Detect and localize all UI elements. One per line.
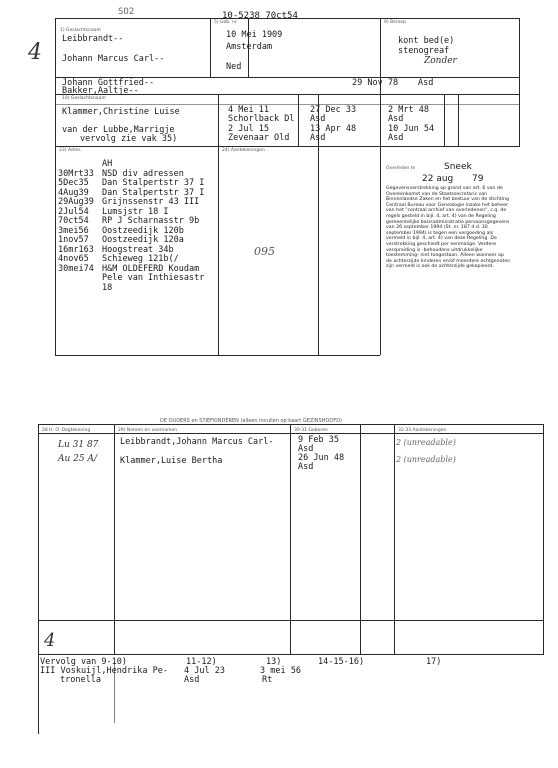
- occupation-2: stenogreaf: [398, 46, 450, 56]
- vervolg-col-3: 14-15-16): [318, 657, 365, 667]
- field-label-birth: 5) Geb. nr.: [214, 20, 238, 25]
- address-row: [58, 274, 218, 284]
- address-text: Oostzeedijk 120a: [102, 235, 184, 245]
- bottom-margin-mark: 4: [44, 630, 56, 651]
- registration-number: 10-5238 70ct54: [222, 11, 298, 21]
- child-place: Asd: [184, 675, 200, 685]
- death-notice-stamp: [386, 162, 516, 332]
- page-mark: 095: [254, 245, 275, 258]
- vervolg-col-1: 11-12): [186, 657, 217, 667]
- child-line-1: III Voskuijl,Hendrika Pe-: [40, 666, 168, 676]
- religion: Ned: [226, 62, 242, 72]
- address-text: Dan Stalpertstr 37 I: [102, 178, 205, 188]
- spouse-2-birth-place: Zevenaar Old: [228, 133, 290, 143]
- spouse-2-name: van der Lubbe,Marrigje: [62, 125, 175, 135]
- address-text: H&M OLDEFERD Koudam: [102, 263, 200, 274]
- bottom-label-date: 28 H. O. Dagtekening: [42, 428, 91, 433]
- field-label-spouse: 10) Geslachtsnaam: [62, 96, 106, 101]
- vervolg-col-4: 17): [426, 657, 442, 667]
- address-text: 18: [102, 282, 113, 293]
- parent-name-1: Leibbrandt,Johann Marcus Carl-: [120, 437, 274, 447]
- address-date: 1nov57: [58, 235, 89, 245]
- bottom-label-remarks: 32-33 Aantekeningen: [398, 428, 447, 433]
- divorce-1-place: Asd: [388, 114, 404, 124]
- marriage-2-date: 13 Apr 48: [310, 124, 357, 134]
- occupation-1: kont bed(e): [398, 36, 455, 46]
- occupation-handwritten: Zonder: [424, 56, 457, 66]
- address-date: 4nov65: [58, 254, 89, 264]
- address-date: [58, 284, 102, 294]
- address-text: Lumsjstr 18 I: [102, 206, 169, 217]
- bottom-hand-right-1: 2 (unreadable): [396, 438, 456, 447]
- address-text: AH: [102, 159, 113, 169]
- address-date: [58, 274, 102, 284]
- marriage-2-place: Asd: [310, 133, 326, 143]
- spouse-1-birth: 4 Mei 11: [228, 105, 269, 115]
- given-names: Johann Marcus Carl--: [62, 54, 165, 64]
- death-place: Asd: [418, 78, 434, 88]
- death-notice-year: 79: [472, 174, 484, 184]
- death-notice-label: Overleden te: [386, 166, 416, 171]
- address-date: 30mei74: [58, 263, 94, 274]
- header-code: SO2: [118, 7, 135, 17]
- address-text: Hoogstreat 34b: [102, 244, 174, 255]
- bottom-label-born: 30-31 Geboren: [294, 428, 328, 433]
- child-line-2: tronella: [60, 675, 101, 685]
- bottom-label-names: 29) Namen en voornamen: [118, 428, 178, 433]
- address-date: 5Dec35: [58, 178, 89, 188]
- bottom-hand-right-2: 2 (unreadable): [396, 455, 456, 464]
- margin-handwritten-number: 4: [28, 40, 42, 65]
- marriage-1-date: 27 Dec 33: [310, 105, 357, 115]
- address-date: 70ct54: [58, 216, 89, 226]
- death-notice-place: Sneek: [444, 162, 472, 172]
- death-date: 29 Nov 78: [352, 78, 399, 88]
- address-date: 3mei56: [58, 225, 89, 236]
- spouse-2-note: vervolg zie vak 35): [80, 134, 178, 144]
- child-birth: 4 Jul 23: [184, 666, 225, 676]
- address-date: 2Jul54: [58, 206, 89, 217]
- vervolg-label: Vervolg van 9-10): [40, 657, 127, 667]
- address-date: 29Aug39: [58, 197, 94, 207]
- bottom-hand-left-2: Au 25 A/: [58, 454, 98, 464]
- parent-place-2: Asd: [298, 462, 314, 472]
- parent-place-1: Asd: [298, 444, 314, 454]
- address-date: 30Mrt33: [58, 168, 94, 179]
- address-history-list: [58, 160, 218, 293]
- spouse-2-birth: 2 Jul 15: [228, 124, 269, 134]
- field-label-addresses: 23) Adres: [59, 148, 81, 153]
- bottom-hand-left-1: Lu 31 87: [58, 440, 99, 450]
- death-notice-text: Gegevensverstrekking op grond van art. 6 van de Overeenkomst van de Staatssecretaris van Binnenlandse Zaken en het bestuur van de stichting Centraal Bureau voor Genealogie inzake het beheer van het "centraal archief van overledenen", c.q. de regels gesteld in bijl. 4, art. 4) van de Regeling gemeentelijke basisadministratie persoonsgegevens van 26 september 1994 (St. nr. 187 d.d. 30 september 1994) is tegen een vergoeding als vermeld in bijl. 4, art. 4) van deze Regeling. De verstrekking geschiedt per eenmalige. Verdere verspreiding is -behoudens uitdrukkelijke toestemming- niet toegestaan. Alleen wanneer op de achterzijde kinderen en/of meerdere echtgenoten zijn vermeld is ook de achterzijde gekopieerd.: [386, 186, 511, 270]
- address-row: [58, 284, 218, 294]
- child-place-2: Rt: [262, 675, 273, 685]
- field-label-occupation: 9) Beroep: [384, 20, 407, 25]
- surname: Leibbrandt--: [62, 34, 124, 44]
- address-text: Grijnssenstr 43 III: [102, 197, 200, 207]
- address-text: NSD div adressen: [102, 168, 184, 179]
- spouse-1-name: Klammer,Christine Luise: [62, 107, 180, 117]
- address-date: 16mr163: [58, 244, 94, 255]
- mother-name: Bakker,Aaltje--: [62, 86, 139, 96]
- parent-name-2: Klammer,Luise Bertha: [120, 456, 223, 466]
- divorce-1-date: 2 Mrt 48: [388, 105, 429, 115]
- field-label-surname: 1) Geslachtsnaam: [60, 28, 101, 33]
- parent-date-1: 9 Feb 35: [298, 435, 339, 445]
- parent-date-2: 26 Jun 48: [298, 453, 345, 463]
- address-date: 4Aug39: [58, 187, 89, 198]
- address-text: Schieweg 121b(/: [102, 254, 179, 264]
- birth-date: 10 Mei 1909: [226, 30, 283, 40]
- field-label-notes: 24) Aantekeningen: [222, 148, 265, 153]
- marriage-1-place: Asd: [310, 114, 326, 124]
- death-notice-date: 22 aug: [422, 174, 454, 184]
- father-name: Johann Gottfried--: [62, 78, 155, 88]
- divorce-2-date: 10 Jun 54: [388, 124, 435, 134]
- birth-place: Amsterdam: [226, 42, 273, 52]
- divorce-2-place: Asd: [388, 133, 404, 143]
- vervolg-col-2: 13): [266, 657, 282, 667]
- spouse-1-birth-place: Schorlback Dl: [228, 114, 295, 124]
- child-event: 3 mei 56: [260, 666, 301, 676]
- address-text: RP J Scharnasstr 9b: [102, 216, 200, 226]
- address-text: Dan Stalpertstr 37 I: [102, 187, 205, 198]
- address-text: Pele van Inthiesastr: [102, 273, 205, 283]
- address-text: Oostzeedijk 120b: [102, 225, 184, 236]
- bottom-card-header: DE OUDERS en STIEFKINDEREN (alleen invullen op kaart GEZINSHOOFD): [160, 418, 342, 424]
